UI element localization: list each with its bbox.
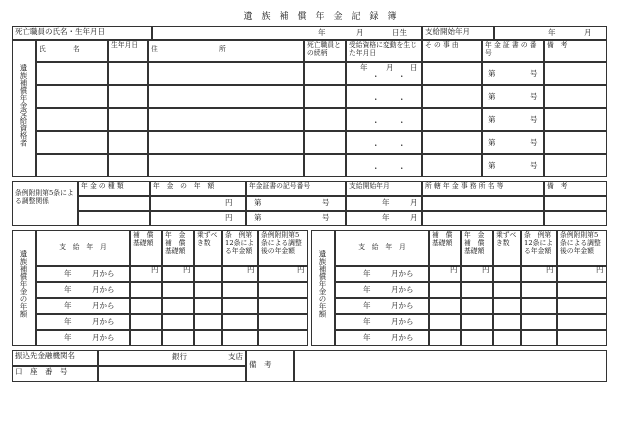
bank-remarks-label: 備 考 [246, 350, 294, 382]
annual-cell-multiplier-left[interactable] [194, 330, 222, 346]
start-year-label: 年 [548, 28, 556, 37]
annual-cell-base-right[interactable] [429, 314, 461, 330]
recipients-cell-remarks[interactable] [544, 154, 607, 177]
annual-cell-base-left[interactable] [130, 330, 162, 346]
recipients-cell-name[interactable] [36, 108, 108, 131]
annual-cell-multiplier-left[interactable] [194, 298, 222, 314]
annual-cell-art5-left[interactable] [258, 282, 308, 298]
cert-dai-label: 第 [488, 138, 496, 147]
adjust-cell-type[interactable] [78, 196, 150, 211]
adjust-cell-type[interactable] [78, 211, 150, 226]
annual-year-label-left: 年 [64, 333, 72, 342]
recipients-cell-reason[interactable] [422, 131, 482, 154]
change-year-label: 年 [360, 63, 368, 72]
annual-from-month-label-left: 月から [92, 301, 115, 310]
annual-cell-art5-right[interactable] [557, 282, 607, 298]
recipients-header-reason: そ の 事 由 [422, 40, 482, 62]
adjust-year-label: 年 [382, 213, 390, 222]
annual-year-label-left: 年 [64, 269, 72, 278]
annual-yen-art5-left: 円 [297, 265, 305, 274]
annual-cell-period-left[interactable] [36, 330, 130, 346]
annual-cell-base-left[interactable] [130, 282, 162, 298]
annual-yen-base-right: 円 [450, 265, 458, 274]
cert-dai-label: 第 [488, 92, 496, 101]
annual-cell-base-right[interactable] [429, 282, 461, 298]
recipients-cell-birth[interactable] [108, 131, 148, 154]
annual-cell-multiplier-right[interactable] [493, 314, 521, 330]
change-dot: ・ [372, 72, 380, 81]
annual-cell-art12-right[interactable] [521, 298, 557, 314]
recipients-header-cert: 年 金 証 書 の 番 号 [482, 40, 544, 62]
start-month-label: 月 [584, 28, 592, 37]
recipients-cell-birth[interactable] [108, 154, 148, 177]
adjust-dai-label: 第 [254, 198, 262, 207]
recipients-cell-address[interactable] [148, 108, 304, 131]
cert-go-label: 号 [530, 161, 538, 170]
annual-header-period-left: 支 給 年 月 [36, 230, 130, 266]
annual-from-month-label-right: 月から [391, 333, 414, 342]
recipients-cell-change[interactable] [346, 131, 422, 154]
birth-day-label: 日生 [392, 28, 407, 37]
annual-yen-pension-right: 円 [482, 265, 490, 274]
adjust-yen-label: 円 [225, 198, 233, 207]
adjust-cell-remarks[interactable] [544, 211, 607, 226]
cert-go-label: 号 [530, 115, 538, 124]
change-month-label: 月 [386, 63, 394, 72]
cert-dai-label: 第 [488, 115, 496, 124]
annual-header-art5-left: 条例附則第5条による調整後の年金額 [258, 230, 308, 266]
annual-cell-art5-left[interactable] [258, 330, 308, 346]
recipients-header-address: 住 所 [148, 40, 304, 62]
deceased-label: 死亡職員の氏名・生年月日 [12, 26, 152, 40]
page-title: 遺 族 補 償 年 金 記 録 簿 [243, 12, 397, 22]
recipients-cell-relation[interactable] [304, 85, 346, 108]
recipients-header-birth: 生年月日 [108, 40, 148, 62]
annual-header-pension_base-right: 年 金補 償基礎額 [461, 230, 493, 266]
cert-dai-label: 第 [488, 161, 496, 170]
annual-cell-pension_base-right[interactable] [461, 298, 493, 314]
annual-header-period-right: 支 給 年 月 [335, 230, 429, 266]
annual-cell-multiplier-left[interactable] [194, 266, 222, 282]
annual-cell-pension_base-left[interactable] [162, 298, 194, 314]
annual-cell-art12-left[interactable] [222, 298, 258, 314]
adjust-header-cert_no: 年金証書の記号番号 [246, 181, 346, 196]
recipients-header-change: 受給資格に変動を生じた年月日 [346, 40, 422, 62]
annual-from-month-label-right: 月から [391, 301, 414, 310]
annual-cell-multiplier-left[interactable] [194, 282, 222, 298]
annual-cell-art12-right[interactable] [521, 314, 557, 330]
annual-header-art12-left: 条 例第12条による年金額 [222, 230, 258, 266]
annual-cell-pension_base-right[interactable] [461, 330, 493, 346]
annual-header-art12-right: 条 例第12条による年金額 [521, 230, 557, 266]
recipients-cell-address[interactable] [148, 131, 304, 154]
annual-from-month-label-right: 月から [391, 317, 414, 326]
recipients-side-label: 遺族補償年金受給資格者 [19, 64, 28, 147]
change-dot: ・ [398, 141, 406, 150]
recipients-cell-remarks[interactable] [544, 131, 607, 154]
annual-cell-period-left[interactable] [36, 282, 130, 298]
recipients-cell-reason[interactable] [422, 154, 482, 177]
annual-cell-base-left[interactable] [130, 314, 162, 330]
adjust-header-remarks: 備 考 [544, 181, 607, 196]
recipients-cell-reason[interactable] [422, 85, 482, 108]
recipients-header-name: 氏 名 [36, 40, 108, 62]
start-label: 支給開始年月 [422, 26, 494, 40]
recipients-cell-birth[interactable] [108, 108, 148, 131]
annual-cell-art5-left[interactable] [258, 298, 308, 314]
change-dot: ・ [398, 118, 406, 127]
annual-from-month-label-left: 月から [92, 333, 115, 342]
adjust-dai-label: 第 [254, 213, 262, 222]
annual-cell-art12-right[interactable] [521, 282, 557, 298]
bank-bank-label: 銀行 [172, 352, 187, 361]
annual-header-multiplier-left: 乗ずべき数 [194, 230, 222, 266]
recipients-header-remarks: 備 考 [544, 40, 607, 62]
annual-cell-multiplier-right[interactable] [493, 298, 521, 314]
annual-year-label-right: 年 [363, 269, 371, 278]
annual-cell-pension_base-left[interactable] [162, 282, 194, 298]
cert-go-label: 号 [530, 138, 538, 147]
annual-year-label-left: 年 [64, 285, 72, 294]
annual-yen-base-left: 円 [151, 265, 159, 274]
recipients-cell-change[interactable] [346, 154, 422, 177]
recipients-cell-address[interactable] [148, 154, 304, 177]
annual-cell-art12-left[interactable] [222, 282, 258, 298]
recipients-cell-remarks[interactable] [544, 62, 607, 85]
recipients-cell-relation[interactable] [304, 154, 346, 177]
adjust-side: 条例附則第5条による調整関係 [12, 181, 78, 226]
adjust-month-label: 月 [410, 213, 418, 222]
adjust-header-amount: 年 金 の 年 額 [150, 181, 246, 196]
annual-year-label-right: 年 [363, 317, 371, 326]
recipients-cell-relation[interactable] [304, 131, 346, 154]
bank-account-value[interactable] [98, 366, 246, 382]
annual-cell-period-left[interactable] [36, 266, 130, 282]
annual-cell-period-right[interactable] [335, 298, 429, 314]
annual-cell-base-right[interactable] [429, 330, 461, 346]
annual-cell-art5-left[interactable] [258, 314, 308, 330]
annual-cell-multiplier-left[interactable] [194, 314, 222, 330]
recipients-cell-relation[interactable] [304, 62, 346, 85]
annual-from-month-label-right: 月から [391, 285, 414, 294]
annual-cell-pension_base-right[interactable] [461, 282, 493, 298]
annual-cell-art5-right[interactable] [557, 330, 607, 346]
annual-cell-pension_base-left[interactable] [162, 330, 194, 346]
recipients-cell-change[interactable] [346, 108, 422, 131]
change-dot: ・ [398, 164, 406, 173]
birth-year-label: 年 [318, 28, 326, 37]
recipients-cell-remarks[interactable] [544, 108, 607, 131]
change-dot: ・ [372, 141, 380, 150]
change-dot: ・ [372, 95, 380, 104]
change-day-label: 日 [410, 63, 418, 72]
change-dot: ・ [398, 72, 406, 81]
annual-cell-period-right[interactable] [335, 282, 429, 298]
recipients-cell-name[interactable] [36, 62, 108, 85]
annual-year-label-right: 年 [363, 333, 371, 342]
annual-yen-art12-right: 円 [546, 265, 554, 274]
annual-cell-base-right[interactable] [429, 298, 461, 314]
adjust-cell-remarks[interactable] [544, 196, 607, 211]
recipients-cell-remarks[interactable] [544, 85, 607, 108]
bank-account-label: 口 座 番 号 [12, 366, 98, 382]
annual-cell-multiplier-right[interactable] [493, 282, 521, 298]
annual-cell-period-right[interactable] [335, 314, 429, 330]
recipients-cell-birth[interactable] [108, 62, 148, 85]
adjust-cell-office[interactable] [422, 211, 544, 226]
annual-year-label-right: 年 [363, 301, 371, 310]
annual-year-label-left: 年 [64, 301, 72, 310]
adjust-header-start: 支給開始年月 [346, 181, 422, 196]
annual-cell-art12-left[interactable] [222, 314, 258, 330]
annual-cell-art12-right[interactable] [521, 330, 557, 346]
annual-yen-art12-left: 円 [247, 265, 255, 274]
annual-cell-multiplier-right[interactable] [493, 266, 521, 282]
change-dot: ・ [372, 164, 380, 173]
annual-cell-pension_base-left[interactable] [162, 314, 194, 330]
annual-yen-pension-left: 円 [183, 265, 191, 274]
cert-go-label: 号 [530, 92, 538, 101]
annual-side-label-left: 遺族補償年金の年額 [19, 250, 28, 318]
adjust-header-office: 所 轄 年 金 事 務 所 名 等 [422, 181, 544, 196]
recipients-cell-name[interactable] [36, 154, 108, 177]
recipients-cell-birth[interactable] [108, 85, 148, 108]
recipients-cell-address[interactable] [148, 85, 304, 108]
annual-cell-art5-right[interactable] [557, 298, 607, 314]
recipients-cell-address[interactable] [148, 62, 304, 85]
annual-cell-period-left[interactable] [36, 298, 130, 314]
annual-header-multiplier-right: 乗ずべき数 [493, 230, 521, 266]
annual-cell-pension_base-right[interactable] [461, 314, 493, 330]
change-dot: ・ [398, 95, 406, 104]
annual-year-label-left: 年 [64, 317, 72, 326]
adjust-go-label: 号 [322, 213, 330, 222]
annual-from-month-label-left: 月から [92, 269, 115, 278]
annual-side-label-right: 遺族補償年金の年額 [318, 250, 327, 318]
bank-remarks-value[interactable] [294, 350, 607, 382]
recipients-cell-reason[interactable] [422, 108, 482, 131]
bank-branch-label: 支店 [228, 352, 243, 361]
annual-header-art5-right: 条例附則第5条による調整後の年金額 [557, 230, 607, 266]
annual-from-month-label-right: 月から [391, 269, 414, 278]
cert-go-label: 号 [530, 69, 538, 78]
annual-from-month-label-left: 月から [92, 285, 115, 294]
annual-cell-period-right[interactable] [335, 266, 429, 282]
cert-dai-label: 第 [488, 69, 496, 78]
recipients-cell-reason[interactable] [422, 62, 482, 85]
annual-cell-multiplier-right[interactable] [493, 330, 521, 346]
recipients-cell-name[interactable] [36, 131, 108, 154]
birth-month-label: 月 [356, 28, 364, 37]
annual-cell-art12-left[interactable] [222, 330, 258, 346]
recipients-cell-name[interactable] [36, 85, 108, 108]
bank-institution-label: 振込先金融機関名 [12, 350, 98, 366]
annual-header-pension_base-left: 年 金補 償基礎額 [162, 230, 194, 266]
recipients-header-relation: 死亡職員との続柄 [304, 40, 346, 62]
annual-header-base-right: 補 償基礎額 [429, 230, 461, 266]
adjust-go-label: 号 [322, 198, 330, 207]
annual-cell-period-left[interactable] [36, 314, 130, 330]
annual-yen-art5-right: 円 [596, 265, 604, 274]
change-dot: ・ [372, 118, 380, 127]
annual-cell-period-right[interactable] [335, 330, 429, 346]
recipients-cell-relation[interactable] [304, 108, 346, 131]
adjust-month-label: 月 [410, 198, 418, 207]
annual-header-base-left: 補 償基礎額 [130, 230, 162, 266]
adjust-yen-label: 円 [225, 213, 233, 222]
recipients-cell-change[interactable] [346, 85, 422, 108]
deceased-value[interactable] [152, 26, 422, 40]
annual-from-month-label-left: 月から [92, 317, 115, 326]
annual-cell-art5-right[interactable] [557, 314, 607, 330]
adjust-cell-office[interactable] [422, 196, 544, 211]
adjust-header-type: 年 金 の 種 類 [78, 181, 150, 196]
annual-year-label-right: 年 [363, 285, 371, 294]
annual-cell-base-left[interactable] [130, 298, 162, 314]
adjust-year-label: 年 [382, 198, 390, 207]
